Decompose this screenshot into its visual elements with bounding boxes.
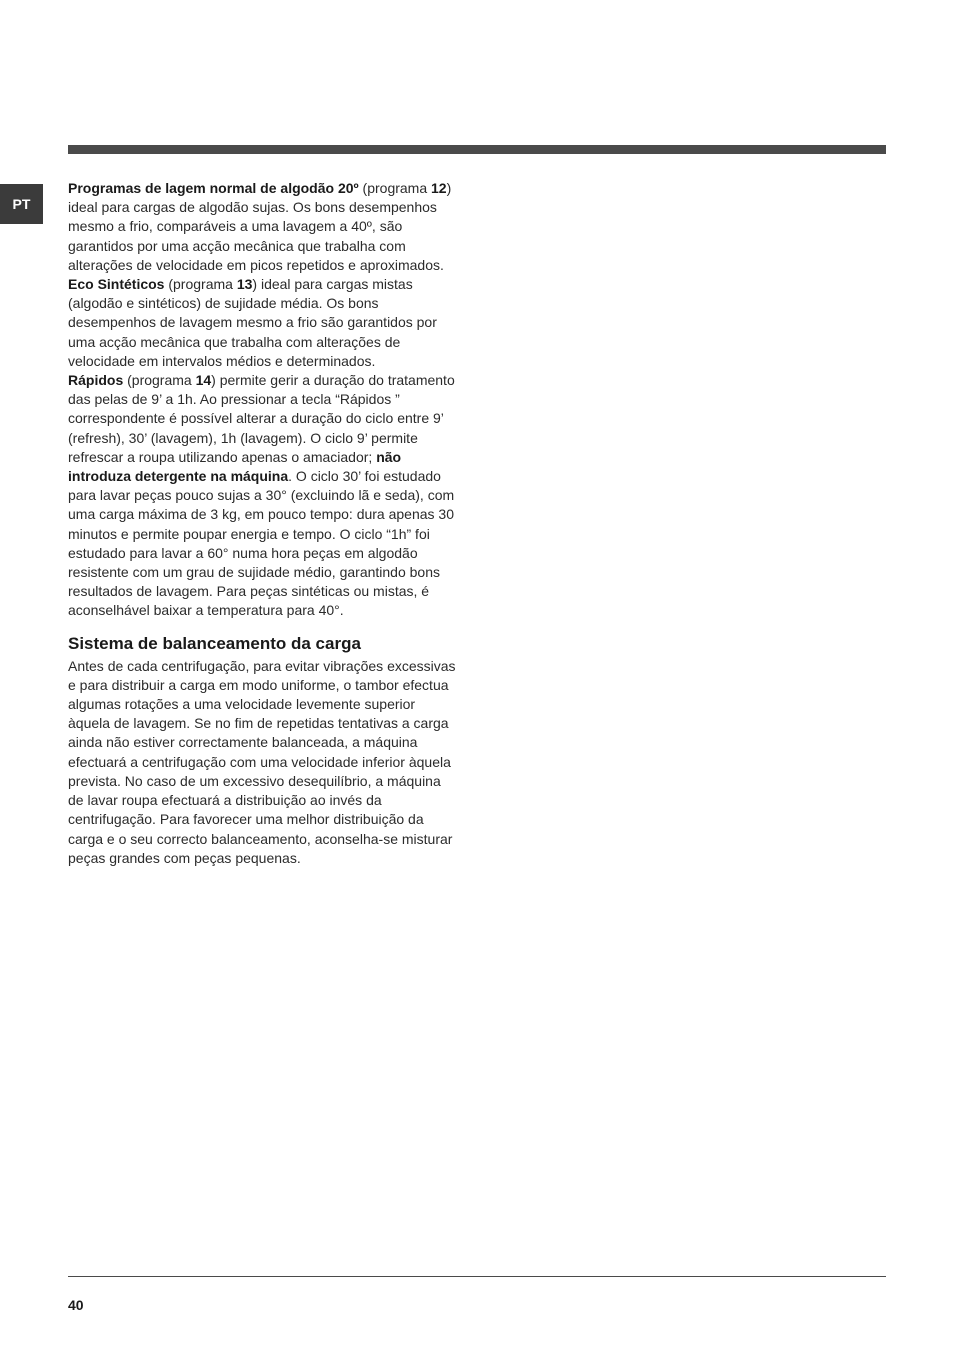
language-tab: PT (0, 184, 43, 224)
paragraph-rapid (68, 371, 460, 621)
paragraph-title: Rápidos (68, 372, 124, 389)
page-number: 40 (68, 1297, 84, 1313)
paragraph-text: ) permite gerir a duração do tratamento das pelas de 9’ a 1h. Ao pressionar a tecla “Rápidos ” correspondente é possível alterar a duração do ciclo entre 9’ (refresh), 30’ (lavagem), 1h (lavagem). O ciclo 9’ permite refrescar a roupa utilizando apenas o amaciador; (68, 372, 455, 465)
paragraph-cotton-20 (68, 179, 460, 275)
paragraph-text: . O ciclo 30’ foi estudado para lavar peças pouco sujas a 30° (excluindo lã e seda), com uma carga máxima de 3 kg, em pouco tempo: dura apenas 30 minutos e permite poupar energia e tempo. O ciclo “1h” foi estudado para lavar a 60° numa hora peças em algodão resistente com um grau de sujidade médio, garantindo bons resultados de lavagem. Para peças sintéticas ou mistas, é aconselhável baixar a temperatura para 40°. (68, 468, 455, 619)
section-title: Sistema de balanceamento da carga (68, 633, 361, 653)
paragraph-title: Programas de lagem normal de algodão 20º (68, 180, 359, 196)
program-number: 14 (195, 372, 212, 389)
paragraph-text: ) ideal para cargas mistas (algodão e sintéticos) de sujidade média. Os bons desempenhos de lavagem mesmo a frio são garantidos por uma acção mecânica que trabalha com alterações de velocidade em intervalos médios e determinados. (68, 276, 437, 369)
program-number: 13 (236, 276, 253, 293)
section-body: Antes de cada centrifugação, para evitar vibrações excessivas e para distribuir a carga em modo uniforme, o tambor efectua algumas rotações a uma velocidade levemente superior àquela de lavagem. Se no fim de repetidas tentativas a carga ainda não estiver correctamente balanceada, a máquina efectuará a centrifugação com uma velocidade inferior àquela prevista. No caso de um excessivo desequilíbrio, a máquina de lavar roupa efectuará a distribuição ao invés da centrifugação. Para favorecer uma melhor distribuição da carga e o seu correcto balanceamento, aconselha-se misturar peças grandes com peças pequenas. (68, 657, 456, 866)
bottom-divider (68, 1276, 886, 1277)
paragraph-eco-synthetics (68, 275, 460, 371)
top-divider (68, 145, 886, 154)
paragraph-text: (programa (164, 276, 237, 293)
paragraph-text: (programa (123, 372, 196, 389)
paragraph-text: (programa (358, 180, 432, 196)
paragraph-title: Eco Sintéticos (68, 276, 165, 293)
program-number: 12 (431, 180, 447, 196)
main-content (68, 179, 460, 868)
warning-text: não introduza detergente na máquina (68, 448, 402, 485)
paragraph-text: ) ideal para cargas de algodão sujas. Os bons desempenhos mesmo a frio, comparáveis a uma lavagem a 40º, são garantidos por uma acção mecânica que trabalha com alterações de velocidade em picos repetidos e aproximados. (68, 180, 452, 273)
